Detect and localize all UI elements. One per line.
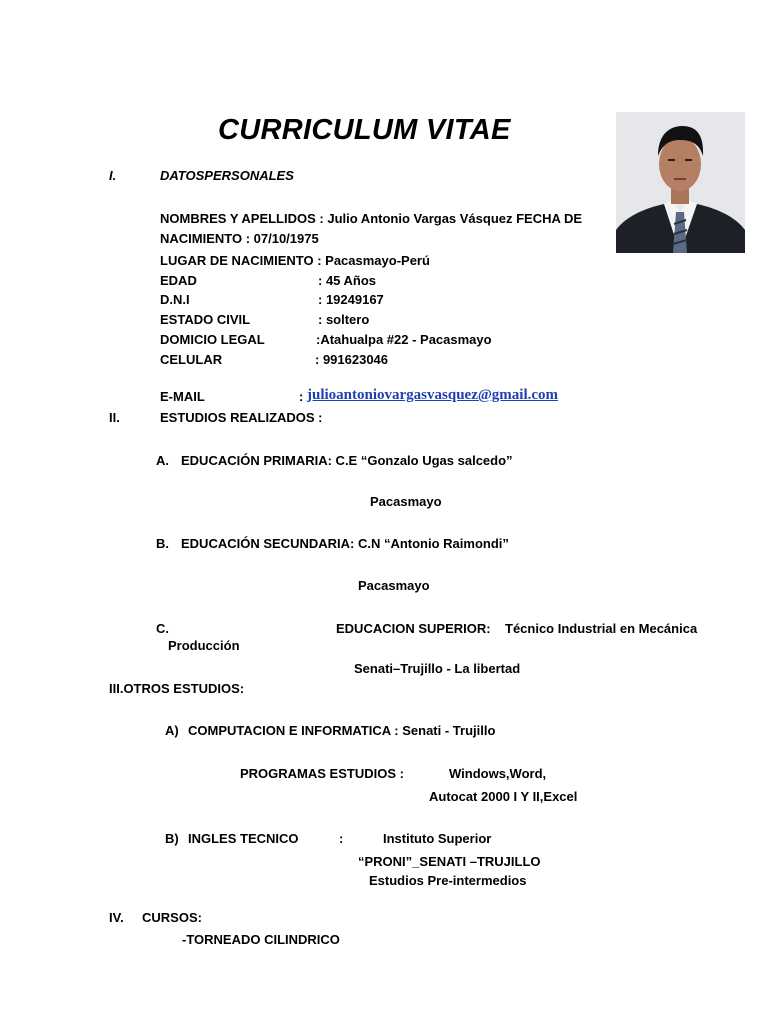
field-label: D.N.I [160,292,190,307]
primary-education: EDUCACIÓN PRIMARIA: C.E “Gonzalo Ugas salcedo” [181,453,513,468]
higher-education-place: Senati–Trujillo - La libertad [354,661,521,676]
english-separator: : [339,831,344,846]
section-number: I. [109,168,117,183]
list-letter: C. [156,621,169,636]
portrait-image [616,112,745,253]
field-label: EDAD [160,273,197,288]
english-value: Estudios Pre-intermedios [369,873,527,888]
field-value: : 45 Años [318,273,377,288]
field-label: ESTADO CIVIL [160,312,251,327]
field-label: DOMICIO LEGAL [160,332,265,347]
course-item: -TORNEADO CILINDRICO [182,932,340,947]
field-label: CELULAR [160,352,223,367]
section-number: II. [109,410,120,425]
english-value: Instituto Superior [383,831,492,846]
field-value: : 991623046 [315,352,389,367]
secondary-education: EDUCACIÓN SECUNDARIA: C.N “Antonio Raimondi” [181,536,509,551]
section-heading: CURSOS: [142,910,202,925]
field-value: : soltero [318,312,370,327]
list-letter: A) [165,723,179,738]
list-letter: B) [165,831,179,846]
section-heading: ESTUDIOS REALIZADOS : [160,410,323,425]
higher-education-value: Técnico Industrial en Mecánica [505,621,698,636]
email-label: E-MAIL [160,389,205,404]
names-line: NOMBRES Y APELLIDOS : Julio Antonio Vargas Vásquez FECHA DE [160,211,583,226]
english-label: INGLES TECNICO [188,831,299,846]
field-value: :Atahualpa #22 - Pacasmayo [316,332,492,347]
birthplace-line: LUGAR DE NACIMIENTO : Pacasmayo-Perú [160,253,430,268]
programs-label: PROGRAMAS ESTUDIOS : [240,766,404,781]
primary-place: Pacasmayo [370,494,442,509]
email-separator: : [299,389,304,404]
section-heading: III.OTROS ESTUDIOS: [109,681,245,696]
section-number: IV. [109,910,124,925]
section-heading: DATOSPERSONALES [160,168,294,183]
programs-value: Windows,Word, [449,766,547,781]
email-link[interactable]: julioantoniovargasvasquez@gmail.com [307,387,559,403]
birthdate-line: NACIMIENTO : 07/10/1975 [160,231,319,246]
list-letter: B. [156,536,169,551]
higher-education-cont: Producción [168,638,240,653]
field-value: : 19249167 [318,292,384,307]
profile-photo [616,112,745,253]
secondary-place: Pacasmayo [358,578,430,593]
higher-education-label: EDUCACION SUPERIOR: [336,621,491,636]
page-title: CURRICULUM VITAE [218,114,511,146]
list-letter: A. [156,453,169,468]
programs-value: Autocat 2000 I Y II,Excel [429,789,578,804]
english-value: “PRONI”_SENATI –TRUJILLO [358,854,541,869]
computing-course: COMPUTACION E INFORMATICA : Senati - Trujillo [188,723,496,738]
